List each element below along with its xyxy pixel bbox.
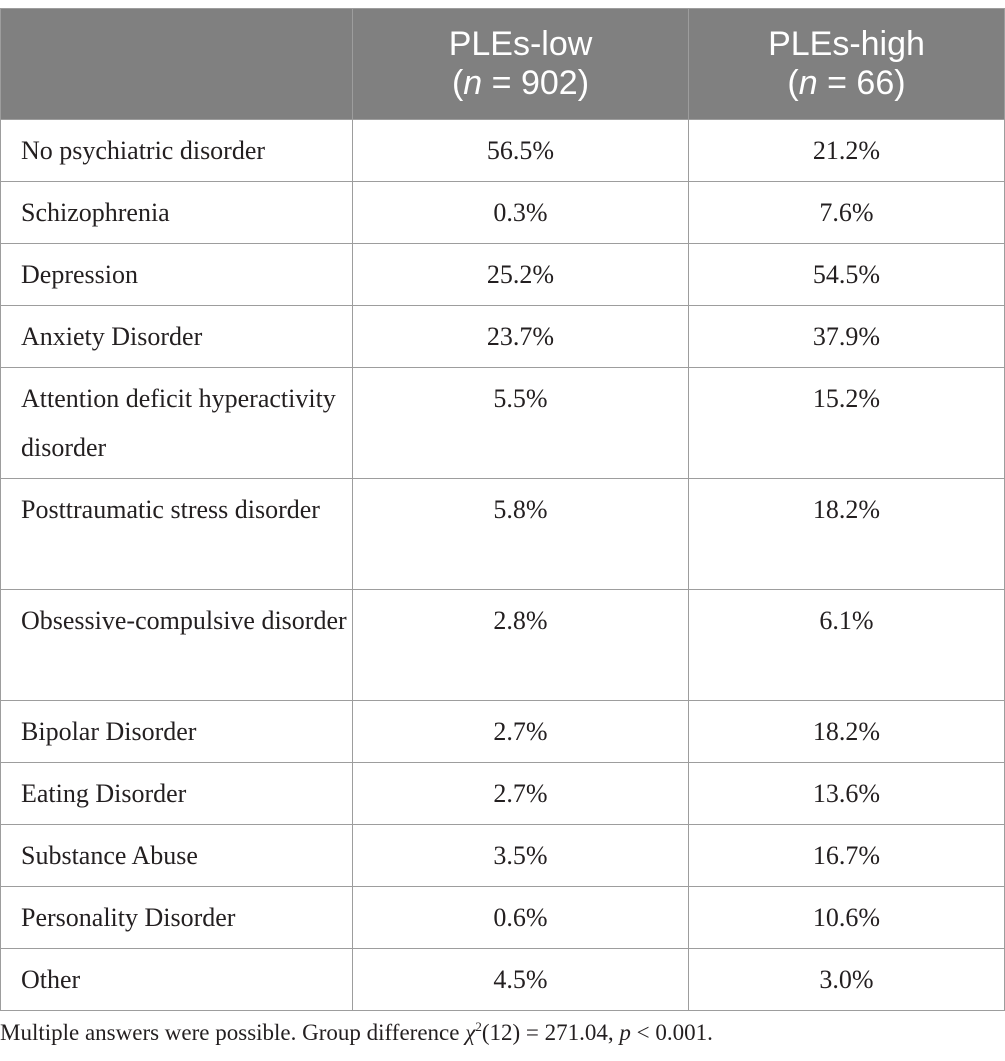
ples-low-value: 0.3% xyxy=(353,182,689,244)
table-row xyxy=(1,590,1005,701)
row-label: Depression xyxy=(1,244,353,306)
ples-low-value: 0.6% xyxy=(353,887,689,949)
table-row xyxy=(1,306,1005,368)
ples-high-value: 6.1% xyxy=(689,590,1005,701)
table-row xyxy=(1,368,1005,479)
ples-low-value: 23.7% xyxy=(353,306,689,368)
ples-high-value: 18.2% xyxy=(689,701,1005,763)
ples-low-value: 2.7% xyxy=(353,701,689,763)
ples-high-value: 37.9% xyxy=(689,306,1005,368)
header-ples-low xyxy=(353,9,689,120)
table-row xyxy=(1,763,1005,825)
header-row xyxy=(1,9,1005,120)
row-label: Eating Disorder xyxy=(1,763,353,825)
table-row xyxy=(1,120,1005,182)
row-label: Anxiety Disorder xyxy=(1,306,353,368)
ples-low-value: 4.5% xyxy=(353,949,689,1011)
table-row xyxy=(1,949,1005,1011)
ples-high-value: 54.5% xyxy=(689,244,1005,306)
chi-statistic: (12) = 271.04, xyxy=(481,1020,620,1045)
row-label: Substance Abuse xyxy=(1,825,353,887)
ples-low-value: 5.8% xyxy=(353,479,689,590)
ples-high-value: 7.6% xyxy=(689,182,1005,244)
psychiatric-disorders-table xyxy=(0,8,1005,1011)
header-ples-high-label: PLEs-high xyxy=(768,25,925,63)
table-footnote xyxy=(0,1018,713,1048)
header-ples-low-n: (n = 902) xyxy=(451,64,590,102)
n-value: = 902) xyxy=(482,64,590,102)
n-symbol: n xyxy=(798,64,818,102)
header-empty-cell xyxy=(1,9,353,120)
table-row xyxy=(1,479,1005,590)
ples-high-value: 3.0% xyxy=(689,949,1005,1011)
n-value: = 66) xyxy=(817,64,906,102)
table-row xyxy=(1,825,1005,887)
table-row xyxy=(1,701,1005,763)
ples-low-value: 25.2% xyxy=(353,244,689,306)
ples-low-value: 2.8% xyxy=(353,590,689,701)
ples-low-value: 3.5% xyxy=(353,825,689,887)
ples-high-value: 16.7% xyxy=(689,825,1005,887)
chi-superscript: 2 xyxy=(475,1019,482,1034)
ples-high-value: 21.2% xyxy=(689,120,1005,182)
table-row xyxy=(1,182,1005,244)
header-ples-low-label: PLEs-low xyxy=(448,25,593,63)
p-value: < 0.001. xyxy=(630,1020,713,1045)
ples-high-value: 15.2% xyxy=(689,368,1005,479)
chi-symbol: χ xyxy=(465,1020,476,1045)
row-label: No psychiatric disorder xyxy=(1,120,353,182)
ples-low-value: 2.7% xyxy=(353,763,689,825)
ples-high-value: 18.2% xyxy=(689,479,1005,590)
table-container xyxy=(0,8,1004,1011)
header-ples-high-n: (n = 66) xyxy=(787,64,906,102)
row-label: Attention deficit hyperactivity disorder xyxy=(1,368,353,479)
row-label: Posttraumatic stress disorder xyxy=(1,479,353,590)
n-symbol: n xyxy=(463,64,483,102)
row-label: Obsessive-compulsive disorder xyxy=(1,590,353,701)
row-label: Bipolar Disorder xyxy=(1,701,353,763)
table-body xyxy=(1,120,1005,1011)
p-symbol: p xyxy=(619,1020,631,1045)
header-ples-high xyxy=(689,9,1005,120)
table-row xyxy=(1,887,1005,949)
ples-low-value: 5.5% xyxy=(353,368,689,479)
row-label: Schizophrenia xyxy=(1,182,353,244)
table-row xyxy=(1,244,1005,306)
footnote-text: Multiple answers were possible. Group difference xyxy=(0,1020,466,1045)
ples-high-value: 10.6% xyxy=(689,887,1005,949)
row-label: Personality Disorder xyxy=(1,887,353,949)
row-label: Other xyxy=(1,949,353,1011)
ples-low-value: 56.5% xyxy=(353,120,689,182)
ples-high-value: 13.6% xyxy=(689,763,1005,825)
